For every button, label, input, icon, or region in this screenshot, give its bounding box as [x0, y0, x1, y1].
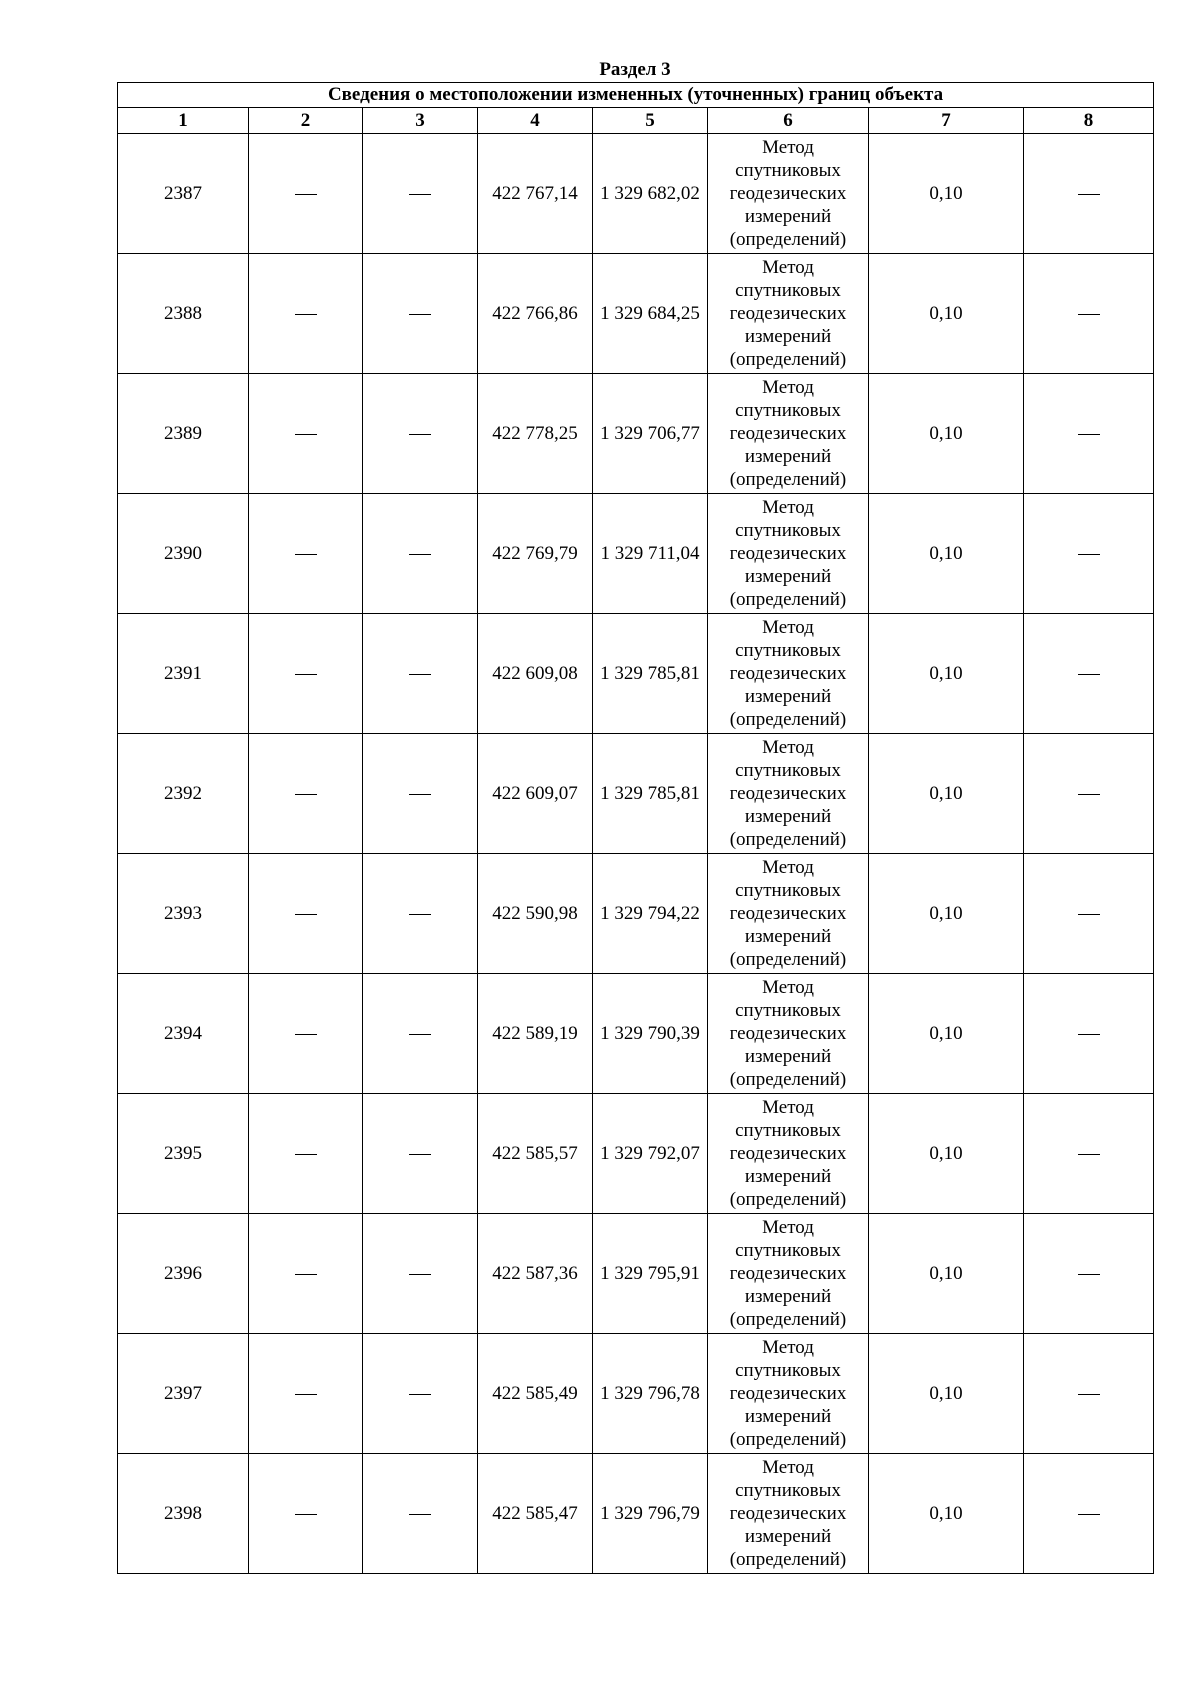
- dash-mark: [1078, 554, 1100, 555]
- section-title: Раздел 3: [599, 59, 671, 80]
- empty-dash-cell: [363, 734, 478, 854]
- table-row: [118, 1454, 1154, 1574]
- dash-mark: [409, 674, 431, 675]
- point-number-cell: 2387: [118, 134, 249, 254]
- empty-dash-cell: [363, 614, 478, 734]
- point-number-cell: 2398: [118, 1454, 249, 1574]
- dash-mark: [409, 554, 431, 555]
- empty-dash-cell: [363, 374, 478, 494]
- point-number-cell: 2388: [118, 254, 249, 374]
- y-coordinate-cell: 1 329 796,79: [593, 1454, 708, 1574]
- y-coordinate-cell: 1 329 795,91: [593, 1214, 708, 1334]
- method-cell: [708, 374, 869, 494]
- empty-dash-cell: [1024, 734, 1154, 854]
- dash-mark: [1078, 194, 1100, 195]
- point-number-cell: 2389: [118, 374, 249, 494]
- empty-dash-cell: [249, 1334, 363, 1454]
- dash-mark: [1078, 1274, 1100, 1275]
- accuracy-cell: 0,10: [869, 974, 1024, 1094]
- y-coordinate-cell: 1 329 790,39: [593, 974, 708, 1094]
- dash-mark: [409, 1394, 431, 1395]
- method-text: Метод спутниковых геодезических измерений (определений): [729, 377, 847, 490]
- dash-mark: [295, 1394, 317, 1395]
- dash-mark: [295, 794, 317, 795]
- dash-mark: [295, 314, 317, 315]
- dash-mark: [1078, 1514, 1100, 1515]
- dash-mark: [1078, 674, 1100, 675]
- accuracy-cell: 0,10: [869, 374, 1024, 494]
- method-text: Метод спутниковых геодезических измерений (определений): [729, 1217, 847, 1330]
- dash-mark: [295, 914, 317, 915]
- dash-mark: [1078, 914, 1100, 915]
- empty-dash-cell: [249, 734, 363, 854]
- column-number-row: [118, 108, 1154, 134]
- empty-dash-cell: [249, 494, 363, 614]
- empty-dash-cell: [249, 374, 363, 494]
- dash-mark: [1078, 434, 1100, 435]
- empty-dash-cell: [249, 854, 363, 974]
- empty-dash-cell: [1024, 854, 1154, 974]
- method-text: Метод спутниковых геодезических измерений (определений): [729, 257, 847, 370]
- method-cell: [708, 974, 869, 1094]
- empty-dash-cell: [249, 614, 363, 734]
- table-row: [118, 1334, 1154, 1454]
- empty-dash-cell: [363, 1214, 478, 1334]
- method-text: Метод спутниковых геодезических измерений (определений): [729, 1097, 847, 1210]
- point-number-cell: 2392: [118, 734, 249, 854]
- empty-dash-cell: [363, 254, 478, 374]
- accuracy-cell: 0,10: [869, 1334, 1024, 1454]
- method-text: Метод спутниковых геодезических измерений (определений): [729, 1457, 847, 1570]
- empty-dash-cell: [1024, 1214, 1154, 1334]
- x-coordinate-cell: 422 767,14: [478, 134, 593, 254]
- dash-mark: [409, 1154, 431, 1155]
- y-coordinate-cell: 1 329 684,25: [593, 254, 708, 374]
- method-cell: [708, 494, 869, 614]
- x-coordinate-cell: 422 766,86: [478, 254, 593, 374]
- column-header: 7: [869, 108, 1024, 134]
- method-text: Метод спутниковых геодезических измерений (определений): [729, 977, 847, 1090]
- empty-dash-cell: [363, 134, 478, 254]
- x-coordinate-cell: 422 609,08: [478, 614, 593, 734]
- x-coordinate-cell: 422 769,79: [478, 494, 593, 614]
- table-row: [118, 1094, 1154, 1214]
- empty-dash-cell: [249, 1454, 363, 1574]
- empty-dash-cell: [1024, 134, 1154, 254]
- point-number-cell: 2397: [118, 1334, 249, 1454]
- x-coordinate-cell: 422 609,07: [478, 734, 593, 854]
- dash-mark: [295, 674, 317, 675]
- dash-mark: [409, 434, 431, 435]
- y-coordinate-cell: 1 329 794,22: [593, 854, 708, 974]
- empty-dash-cell: [249, 134, 363, 254]
- column-header: 5: [593, 108, 708, 134]
- empty-dash-cell: [249, 1214, 363, 1334]
- dash-mark: [409, 794, 431, 795]
- y-coordinate-cell: 1 329 792,07: [593, 1094, 708, 1214]
- column-header: 3: [363, 108, 478, 134]
- accuracy-cell: 0,10: [869, 1094, 1024, 1214]
- point-number-cell: 2393: [118, 854, 249, 974]
- empty-dash-cell: [363, 1334, 478, 1454]
- method-cell: [708, 1094, 869, 1214]
- empty-dash-cell: [1024, 1094, 1154, 1214]
- x-coordinate-cell: 422 778,25: [478, 374, 593, 494]
- column-header: 8: [1024, 108, 1154, 134]
- method-text: Метод спутниковых геодезических измерений (определений): [729, 617, 847, 730]
- dash-mark: [1078, 1034, 1100, 1035]
- point-number-cell: 2391: [118, 614, 249, 734]
- point-number-cell: 2396: [118, 1214, 249, 1334]
- method-cell: [708, 614, 869, 734]
- dash-mark: [409, 1514, 431, 1515]
- table-row: [118, 134, 1154, 254]
- method-text: Метод спутниковых геодезических измерений (определений): [729, 737, 847, 850]
- column-header: 2: [249, 108, 363, 134]
- accuracy-cell: 0,10: [869, 854, 1024, 974]
- method-cell: [708, 254, 869, 374]
- point-number-cell: 2395: [118, 1094, 249, 1214]
- y-coordinate-cell: 1 329 711,04: [593, 494, 708, 614]
- method-text: Метод спутниковых геодезических измерений (определений): [729, 857, 847, 970]
- x-coordinate-cell: 422 585,47: [478, 1454, 593, 1574]
- table-row: [118, 494, 1154, 614]
- accuracy-cell: 0,10: [869, 614, 1024, 734]
- empty-dash-cell: [363, 494, 478, 614]
- dash-mark: [1078, 314, 1100, 315]
- table-row: [118, 1214, 1154, 1334]
- empty-dash-cell: [249, 254, 363, 374]
- accuracy-cell: 0,10: [869, 1454, 1024, 1574]
- table-row: [118, 614, 1154, 734]
- empty-dash-cell: [1024, 254, 1154, 374]
- x-coordinate-cell: 422 589,19: [478, 974, 593, 1094]
- point-number-cell: 2394: [118, 974, 249, 1094]
- y-coordinate-cell: 1 329 706,77: [593, 374, 708, 494]
- dash-mark: [295, 554, 317, 555]
- method-text: Метод спутниковых геодезических измерений (определений): [729, 497, 847, 610]
- dash-mark: [295, 1274, 317, 1275]
- x-coordinate-cell: 422 585,49: [478, 1334, 593, 1454]
- table-body: [118, 134, 1154, 1574]
- method-text: Метод спутниковых геодезических измерений (определений): [729, 137, 847, 250]
- dash-mark: [409, 314, 431, 315]
- dash-mark: [409, 914, 431, 915]
- method-text: Метод спутниковых геодезических измерений (определений): [729, 1337, 847, 1450]
- empty-dash-cell: [249, 1094, 363, 1214]
- dash-mark: [295, 1034, 317, 1035]
- accuracy-cell: 0,10: [869, 1214, 1024, 1334]
- column-header: 4: [478, 108, 593, 134]
- accuracy-cell: 0,10: [869, 134, 1024, 254]
- empty-dash-cell: [1024, 614, 1154, 734]
- empty-dash-cell: [363, 854, 478, 974]
- dash-mark: [409, 194, 431, 195]
- empty-dash-cell: [1024, 1454, 1154, 1574]
- table-row: [118, 734, 1154, 854]
- table-row: [118, 974, 1154, 1094]
- dash-mark: [295, 434, 317, 435]
- accuracy-cell: 0,10: [869, 254, 1024, 374]
- point-number-cell: 2390: [118, 494, 249, 614]
- y-coordinate-cell: 1 329 682,02: [593, 134, 708, 254]
- method-cell: [708, 1334, 869, 1454]
- column-header: 6: [708, 108, 869, 134]
- column-header: 1: [118, 108, 249, 134]
- x-coordinate-cell: 422 590,98: [478, 854, 593, 974]
- x-coordinate-cell: 422 587,36: [478, 1214, 593, 1334]
- dash-mark: [295, 1514, 317, 1515]
- empty-dash-cell: [1024, 1334, 1154, 1454]
- y-coordinate-cell: 1 329 785,81: [593, 734, 708, 854]
- dash-mark: [1078, 794, 1100, 795]
- boundary-coordinates-table: [117, 82, 1154, 1574]
- empty-dash-cell: [1024, 374, 1154, 494]
- method-cell: [708, 1454, 869, 1574]
- empty-dash-cell: [363, 1454, 478, 1574]
- table-row: [118, 854, 1154, 974]
- y-coordinate-cell: 1 329 796,78: [593, 1334, 708, 1454]
- dash-mark: [295, 1154, 317, 1155]
- y-coordinate-cell: 1 329 785,81: [593, 614, 708, 734]
- dash-mark: [295, 194, 317, 195]
- dash-mark: [409, 1274, 431, 1275]
- table-caption: Сведения о местоположении измененных (уточненных) границ объекта: [118, 83, 1154, 108]
- empty-dash-cell: [249, 974, 363, 1094]
- accuracy-cell: 0,10: [869, 494, 1024, 614]
- table-row: [118, 254, 1154, 374]
- empty-dash-cell: [363, 974, 478, 1094]
- table-row: [118, 374, 1154, 494]
- method-cell: [708, 854, 869, 974]
- empty-dash-cell: [1024, 974, 1154, 1094]
- accuracy-cell: 0,10: [869, 734, 1024, 854]
- x-coordinate-cell: 422 585,57: [478, 1094, 593, 1214]
- method-cell: [708, 1214, 869, 1334]
- empty-dash-cell: [363, 1094, 478, 1214]
- method-cell: [708, 734, 869, 854]
- empty-dash-cell: [1024, 494, 1154, 614]
- method-cell: [708, 134, 869, 254]
- dash-mark: [1078, 1154, 1100, 1155]
- dash-mark: [1078, 1394, 1100, 1395]
- dash-mark: [409, 1034, 431, 1035]
